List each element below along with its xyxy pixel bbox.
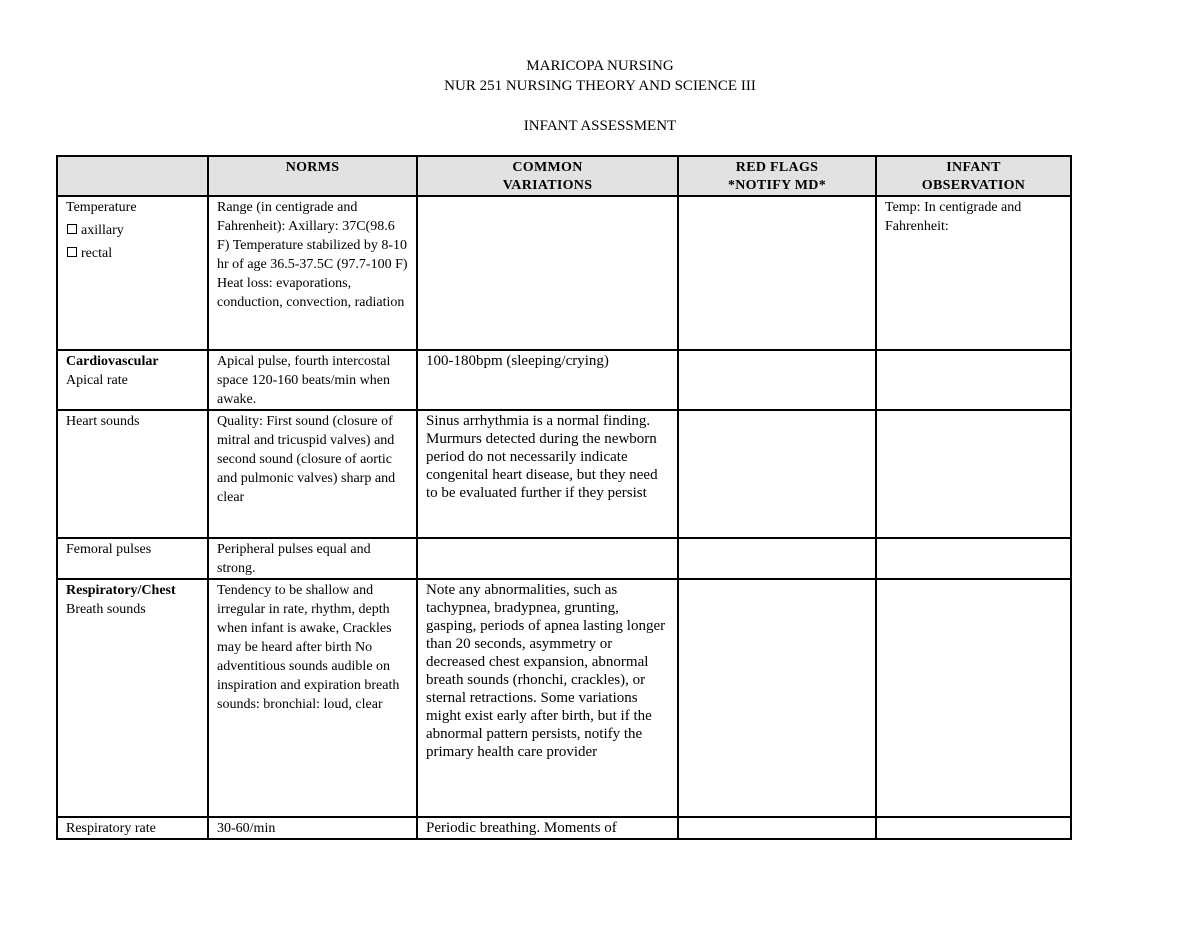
variations-cell	[417, 538, 678, 579]
row-label-apical-rate: Apical rate	[66, 373, 128, 388]
header-cell-norms	[208, 156, 417, 196]
header-cell-blank	[57, 156, 208, 196]
section-heading-respiratory: Respiratory/Chest	[66, 583, 176, 598]
observation-cell[interactable]: Temp: In centigrade and Fahrenheit:	[876, 196, 1071, 350]
row-label-cell	[57, 350, 208, 410]
variations-cell: Periodic breathing. Moments of	[417, 817, 678, 839]
row-label-temperature: Temperature	[66, 200, 137, 215]
row-label-respiratory-rate: Respiratory rate	[57, 817, 208, 839]
header-course: NUR 251 NURSING THEORY AND SCIENCE III	[444, 78, 756, 94]
variations-cell: Sinus arrhythmia is a normal finding. Murmurs detected during the newborn period do not necessarily indicate congenital heart disease, but they need to be evaluated further if they persist	[417, 410, 678, 538]
header-cell-observation	[876, 156, 1071, 196]
page-title: INFANT ASSESSMENT	[523, 118, 677, 134]
norms-cell: Apical pulse, fourth intercostal space 120-160 beats/min when awake.	[208, 350, 417, 410]
rectal-option[interactable]	[66, 244, 199, 263]
checkbox-rectal[interactable]	[67, 247, 77, 257]
red-flags-cell[interactable]	[678, 817, 876, 839]
section-heading-cardiovascular: Cardiovascular	[66, 354, 159, 369]
row-label-heart-sounds: Heart sounds	[57, 410, 208, 538]
infant-assessment-table	[56, 155, 1072, 840]
header-red-flags-label-2: *NOTIFY MD*	[727, 178, 827, 193]
row-label-cell	[57, 196, 208, 350]
variations-cell: 100-180bpm (sleeping/crying)	[417, 350, 678, 410]
observation-cell[interactable]	[876, 410, 1071, 538]
axillary-option[interactable]	[66, 221, 199, 240]
row-label-femoral-pulses: Femoral pulses	[57, 538, 208, 579]
norms-cell: 30-60/min	[208, 817, 417, 839]
checkbox-axillary[interactable]	[67, 224, 77, 234]
table-row	[57, 538, 1071, 579]
norms-cell: Range (in centigrade and Fahrenheit): Axillary: 37C(98.6 F) Temperature stabilized by 8-10 hr of age 36.5-37.5C (97.7-100 F) Heat loss: evaporations, conduction, convection, radiation	[208, 196, 417, 350]
norms-cell: Peripheral pulses equal and strong.	[208, 538, 417, 579]
red-flags-cell[interactable]	[678, 538, 876, 579]
table-header-row	[57, 156, 1071, 196]
header-norms-label: NORMS	[285, 160, 340, 175]
header-red-flags-label-1: RED FLAGS	[735, 160, 819, 175]
observation-cell[interactable]	[876, 538, 1071, 579]
axillary-label: axillary	[81, 223, 124, 238]
table-row	[57, 350, 1071, 410]
table-row	[57, 817, 1071, 839]
observation-cell[interactable]	[876, 350, 1071, 410]
red-flags-cell[interactable]	[678, 579, 876, 817]
header-cell-variations	[417, 156, 678, 196]
header-variations-label-1: COMMON	[512, 160, 583, 175]
row-label-cell	[57, 579, 208, 817]
observation-cell[interactable]	[876, 579, 1071, 817]
header-cell-red-flags	[678, 156, 876, 196]
red-flags-cell[interactable]	[678, 350, 876, 410]
row-label-breath-sounds: Breath sounds	[66, 602, 146, 617]
header-observation-label-2: OBSERVATION	[921, 178, 1026, 193]
norms-cell: Tendency to be shallow and irregular in rate, rhythm, depth when infant is awake, Crackles may be heard after birth No adventitious sounds audible on inspiration and expiration breath sounds: bronchial: loud, clear	[208, 579, 417, 817]
document-header	[0, 56, 1200, 136]
header-observation-label-1: INFANT	[946, 160, 1001, 175]
table-row	[57, 579, 1071, 817]
rectal-label: rectal	[81, 246, 113, 261]
red-flags-cell[interactable]	[678, 196, 876, 350]
variations-cell	[417, 196, 678, 350]
table-row	[57, 410, 1071, 538]
variations-cell: Note any abnormalities, such as tachypnea, bradypnea, grunting, gasping, periods of apnea lasting longer than 20 seconds, asymmetry or decreased chest expansion, abnormal breath sounds (rhonchi, crackles), or sternal retractions. Some variations might exist early after birth, but if the abnormal pattern persists, notify the primary health care provider	[417, 579, 678, 817]
table-row	[57, 196, 1071, 350]
header-institution: MARICOPA NURSING	[526, 58, 674, 74]
red-flags-cell[interactable]	[678, 410, 876, 538]
observation-cell[interactable]	[876, 817, 1071, 839]
norms-cell: Quality: First sound (closure of mitral and tricuspid valves) and second sound (closure of aortic and pulmonic valves) sharp and clear	[208, 410, 417, 538]
header-spacer	[0, 96, 1200, 116]
header-variations-label-2: VARIATIONS	[502, 178, 593, 193]
